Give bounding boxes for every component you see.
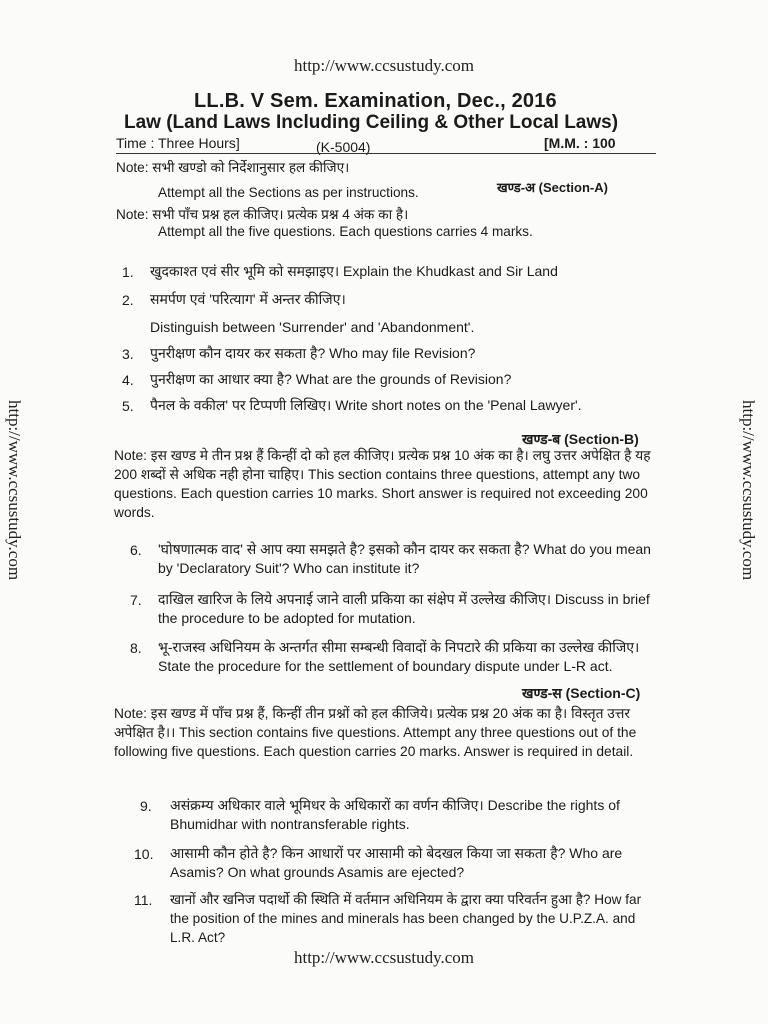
question-number: 2. (122, 292, 134, 308)
question-text: खानों और खनिज पदार्थो की स्थिति में वर्तमान अधिनियम के द्वारा क्या परिवर्तन हुआ है? How far the position of the mines and minerals has been changed by the U.P.Z.A. and L.R. Act? (170, 892, 642, 945)
question-text: असंक्रम्य अधिकार वाले भूमिधर के अधिकारों का वर्णन कीजिए। Describe the rights of Bhumidhar with nontransferable rights. (170, 797, 620, 832)
question-text: 'घोषणात्मक वाद' से आप क्या समझते है? इसको कौन दायर कर सकता है? What do you mean by 'Declaratory Suit'? Who can institute it? (158, 541, 651, 576)
question-text: दाखिल खारिज के लिये अपनाई जाने वाली प्रकिया का संक्षेप में उल्लेख कीजिए। Discuss in brief the procedure to be adopted for mutation. (158, 591, 650, 626)
exam-subject: Law (Land Laws Including Ceiling & Other Local Laws) (124, 112, 619, 133)
section-a-heading: खण्ड-अ (Section-A) (497, 180, 608, 195)
section-a-note2-en: Attempt all the five questions. Each questions carries 4 marks. (158, 224, 533, 239)
section-b-note: Note: इस खण्ड मे तीन प्रश्न हैं किन्हीं दो को हल कीजिए। प्रत्येक प्रश्न 10 अंक का है। लघु उत्तर अपेक्षित है यह 200 शब्दों से अधिक नही होना चाहिए। This section contains three questions, attempt any two questions. Each question carries 10 marks. Short answer is required not exceeding 200 words. (114, 448, 651, 520)
question-number: 10. (134, 846, 154, 862)
question-text: खुदकाश्त एवं सीर भूमि को समझाइए। Explain the Khudkast and Sir Land (150, 263, 558, 279)
question-number: 11. (134, 892, 153, 908)
exam-code: (K-5004) (316, 139, 371, 155)
section-c-note: Note: इस खण्ड में पाँच प्रश्न हैं, किन्हीं तीन प्रश्नों को हल कीजिये। प्रत्येक प्रश्न 20 अंक का है। विस्तृत उत्तर अपेक्षित है।। This section contains five questions. Attempt any three questions out of the following five questions. Each question carries 20 marks. Answer is required in detail. (114, 706, 637, 759)
question-text: आसामी कौन होते है? किन आधारों पर आसामी को बेदखल किया जा सकता है? Who are Asamis? On what grounds Asamis are ejected? (170, 845, 623, 880)
watermark-top: http://www.ccsustudy.com (293, 56, 475, 75)
watermark-right: http://www.ccsustudy.com (739, 400, 758, 581)
question-number: 3. (122, 346, 134, 362)
question-number: 9. (140, 798, 152, 814)
question-text: समर्पण एवं 'परित्याग' में अन्तर कीजिए। (150, 291, 346, 307)
question-text: पुनरीक्षण कौन दायर कर सकता है? Who may file Revision? (150, 345, 476, 361)
question-text: भू-राजस्व अधिनियम के अन्तर्गत सीमा सम्बन्धी विवादों के निपटारे की प्रकिया का उल्लेख कीजिए। State the procedure for the settlement of boundary dispute under L-R act. (158, 639, 640, 674)
exam-time: Time : Three Hours] (116, 135, 240, 151)
exam-title: LL.B. V Sem. Examination, Dec., 2016 (194, 90, 557, 112)
question-number: 5. (122, 398, 134, 414)
watermark-bottom: http://www.ccsustudy.com (293, 948, 475, 967)
question-number: 4. (122, 372, 134, 388)
section-a-note1-hi: Note: सभी खण्डो को निर्देशानुसार हल कीजिए। (116, 160, 350, 175)
question-text-continued: Distinguish between 'Surrender' and 'Abandonment'. (150, 319, 475, 335)
question-text: पैनल के वकील' पर टिप्पणी लिखिए। Write short notes on the 'Penal Lawyer'. (150, 397, 582, 413)
question-number: 6. (130, 542, 142, 558)
exam-max-marks: [M.M. : 100 (544, 135, 616, 151)
header-divider (116, 153, 656, 154)
section-a-note2-hi: Note: सभी पाँच प्रश्न हल कीजिए। प्रत्येक प्रश्न 4 अंक का है। (116, 207, 409, 222)
question-number: 7. (130, 592, 142, 608)
section-c-heading: खण्ड-स (Section-C) (522, 685, 641, 701)
section-b-heading: खण्ड-ब (Section-B) (522, 431, 639, 447)
section-a-note1-en: Attempt all the Sections as per instructions. (158, 185, 419, 200)
question-number: 1. (122, 264, 134, 280)
question-number: 8. (130, 640, 142, 656)
watermark-left: http://www.ccsustudy.com (5, 400, 24, 581)
question-text: पुनरीक्षण का आधार क्या है? What are the grounds of Revision? (150, 371, 512, 387)
